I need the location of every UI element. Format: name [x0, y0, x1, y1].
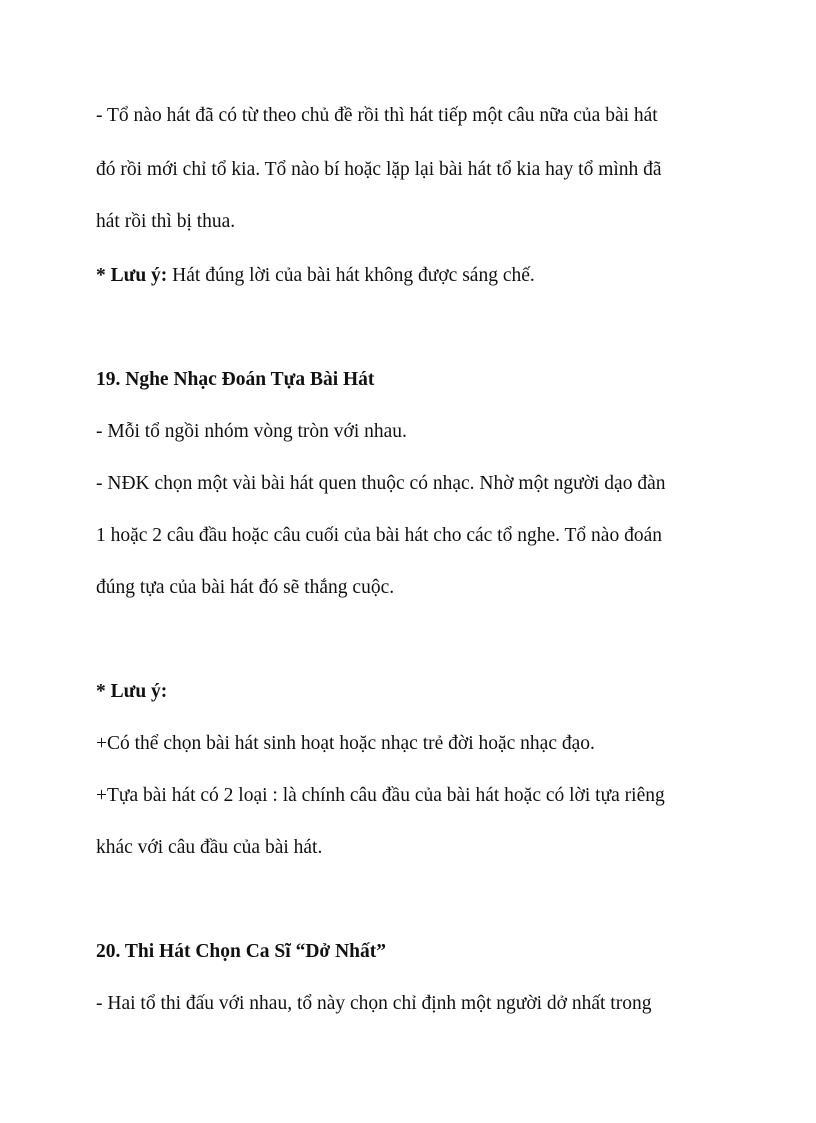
section-heading-19: 19. Nghe Nhạc Đoán Tựa Bài Hát	[96, 369, 375, 390]
paragraph-line: - Hai tổ thi đấu với nhau, tổ này chọn chỉ định một người dở nhất trong	[96, 993, 652, 1014]
paragraph-line: đúng tựa của bài hát đó sẽ thắng cuộc.	[96, 577, 395, 598]
paragraph-line: - Mỗi tổ ngồi nhóm vòng tròn với nhau.	[96, 421, 407, 442]
paragraph-line: - Tổ nào hát đã có từ theo chủ đề rồi thì hát tiếp một câu nữa của bài hát	[96, 105, 658, 126]
paragraph-line: đó rồi mới chỉ tổ kia. Tổ nào bí hoặc lặp lại bài hát tổ kia hay tổ mình đã	[96, 159, 662, 180]
note-label: * Lưu ý:	[96, 681, 168, 702]
paragraph-line: hát rồi thì bị thua.	[96, 211, 236, 232]
paragraph-line: 1 hoặc 2 câu đầu hoặc câu cuối của bài hát cho các tổ nghe. Tổ nào đoán	[96, 525, 662, 546]
note-line	[96, 264, 535, 288]
paragraph-line: khác với câu đầu của bài hát.	[96, 837, 323, 858]
paragraph-line: +Có thể chọn bài hát sinh hoạt hoặc nhạc trẻ đời hoặc nhạc đạo.	[96, 733, 595, 754]
note-label: * Lưu ý:	[96, 265, 168, 286]
section-heading-20: 20. Thi Hát Chọn Ca Sĩ “Dở Nhất”	[96, 941, 386, 962]
paragraph-line: +Tựa bài hát có 2 loại : là chính câu đầu của bài hát hoặc có lời tựa riêng	[96, 785, 665, 806]
note-text: Hát đúng lời của bài hát không được sáng chế.	[167, 265, 535, 286]
paragraph-line: - NĐK chọn một vài bài hát quen thuộc có nhạc. Nhờ một người dạo đàn	[96, 473, 666, 494]
